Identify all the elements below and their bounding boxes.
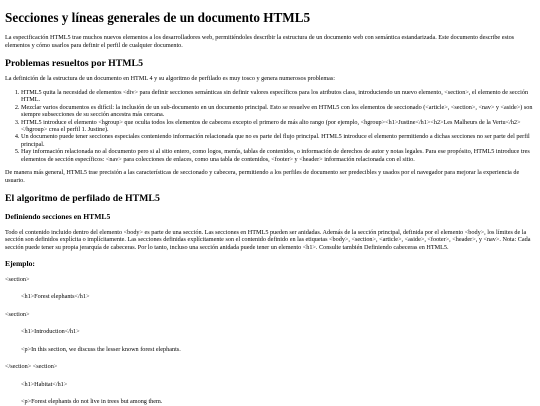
example-line: <p>In this section, we discuss the lesser known forest elephants. [21,345,181,353]
problems-lead-paragraph: La definición de la estructura de un documento en HTML 4 y su algoritmo de perfilado es muy tosco y genera numerosos problemas: [5,75,336,83]
problems-list-item: 2. Mezclar varios documentos es difícil: la inclusión de un sub-documento en un documento principal. Esto se resuelve en HTML5 con los elementos de seccionado (<article>, <section>, <nav> y <aside>) son siempre subsecciones de su sección ancestra más cercana. [21,104,535,119]
example-line: <section> [5,276,30,284]
problems-list-item: 3. HTML5 introduce el elemento <hgroup> que oculta todos los elementos de cabecera excepto el primero de más alto rango (por ejemplo, <hgroup><h1>Justine</h1><h2>Les Malheurs de la Vertu</h2></hgroup> crea el perfil 1. Justine). [21,119,535,134]
intro-paragraph: La especificación HTML5 trae muchos nuevos elementos a los desarrolladores web, permitiéndoles describir la estructura de un documento web con semántica estandarizada. Este documento describe estos elementos y cómo usarlos para definir el perfil de cualquier documento. [5,34,515,49]
problems-list-item: 1. HTML5 quita la necesidad de elementos <div> para definir secciones semánticas sin definir valores específicos para los atributos class, introduciendo un nuevo elemento, <section>, el elemento de sección HTML. [21,89,535,104]
example-line: <h1>Habitat</h1> [21,380,68,388]
example-code-block [5,276,535,406]
algorithm-heading: El algoritmo de perfilado de HTML5 [5,193,160,204]
problems-list-item: 4. Un documento puede tener secciones especiales conteniendo información relacionada que no es parte del flujo principal. HTML5 introduce el elemento permitiendo a dichas secciones no ser parte del perfil principal. [21,133,535,148]
problems-closing-paragraph: De manera más general, HTML5 trae precisión a las características de seccionado y cabecera, permitiendo a los perfiles de documento ser predecibles y usados por el navegador para mejorar la experiencia de usuario. [5,169,520,184]
defining-sections-heading: Definiendo secciones en HTML5 [5,212,111,222]
example-line: <h1>Introduction</h1> [21,328,80,336]
problems-list [5,89,535,163]
algorithm-body-paragraph: Todo el contenido incluido dentro del elemento <body> es parte de una sección. Las secciones en HTML5 pueden ser anidadas. Además de la sección principal, definida por el elemento <body>, los límites de la sección son definidos explícita o implícitamente. Las secciones definidas explícitamente son el contenido definido en las etiquetas <body>, <section>, <article>, <aside>, <footer>, <header>, y <nav>. Nota: Cada sección puede tener su propia jerarquía de cabeceras. Por lo tanto, incluso una sección anidada puede tener un elemento <h1>. Consulte también Definiendo cabeceras en HTML5. [5,228,531,251]
example-line: </section> <section> [5,363,58,371]
problems-heading: Problemas resueltos por HTML5 [5,58,143,70]
page-title: Secciones y líneas generales de un documento HTML5 [5,10,311,25]
example-heading: Ejemplo: [5,259,35,269]
example-line: <h1>Forest elephants</h1> [21,293,90,301]
problems-list-item: 5. Hay información relacionada no al documento pero si al sitio entero, como logos, menús, tablas de contenidos, o información de derechos de autor y notas legales. Para ese propósito, HTML5 introduce tres elementos de sección específicos: <nav> para colecciones de enlaces, como una tabla de contenidos, <footer> y <header> información relacionada con el sitio. [21,148,535,163]
example-line: <section> [5,310,30,318]
example-line: <p>Forest elephants do not live in trees but among them. [21,398,163,406]
